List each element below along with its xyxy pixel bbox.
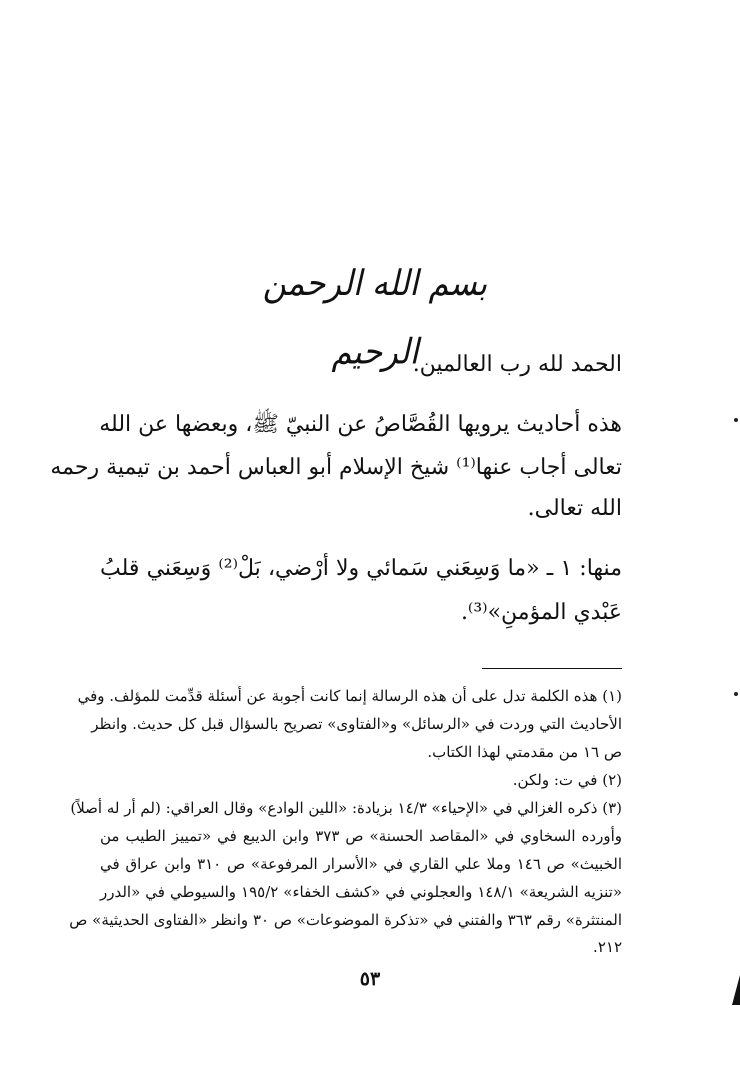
- footnote-line: الأحاديث التي وردت في «الرسائل» و«الفتاوى» تصريح بالسؤال قبل كل حديث. وانظر: [91, 715, 622, 733]
- footnote-line: ص ١٦ من مقدمتي لهذا الكتاب.: [427, 743, 622, 761]
- footnote-line: الخبيث» ص ١٤٦ وملا علي القاري في «الأسرار المرفوعة» ص ٣١٠ وابن عراق في: [100, 855, 622, 873]
- body-line: عَبْدي المؤمنِ»⁽³⁾.: [460, 600, 622, 625]
- body-line: تعالى أجاب عنها⁽¹⁾ شيخ الإسلام أبو العباس أحمد بن تيمية رحمه: [50, 455, 622, 480]
- scan-edge-mark: [732, 975, 740, 1005]
- footnote-line: (٢) في ت: ولكن.: [512, 771, 622, 789]
- footnote-line: «تنزيه الشريعة» ١٤٨/١ والعجلوني في «كشف الخفاء» ١٩٥/٢ والسيوطي في «الدرر: [100, 883, 622, 901]
- body-line: منها: ١ ـ «ما وَسِعَني سَمائي ولا أرْضي، بَلْ⁽²⁾ وَسِعَني قلبُ: [100, 556, 622, 581]
- page-number: ٥٣: [359, 968, 381, 990]
- footnote-line: المنتثرة» رقم ٣٦٣ والفتني في «تذكرة الموضوعات» ص ٣٠ وانظر «الفتاوى الحديثية» ص: [69, 911, 622, 929]
- body-line: الحمد لله رب العالمين.: [412, 352, 622, 377]
- basmala-calligraphy: بسم الله الرحمن الرحيم: [262, 262, 488, 373]
- scan-speck: [734, 418, 738, 422]
- body-line: هذه أحاديث يرويها القُصَّاصُ عن النبيّ ﷺ، وبعضها عن الله: [99, 412, 622, 437]
- scan-speck: [734, 692, 738, 696]
- footnote-line: (١) هذه الكلمة تدل على أن هذه الرسالة إنما كانت أجوبة عن أسئلة قدِّمت للمؤلف. وفي: [77, 687, 622, 705]
- body-line: الله تعالى.: [527, 496, 622, 521]
- footnote-line: (٣) ذكره الغزالي في «الإحياء» ١٤/٣ بزيادة: «اللين الوادع» وقال العراقي: (لم أر له أصلاً): [70, 799, 622, 817]
- footnote-separator: [482, 668, 622, 669]
- footnote-line: ٢١٢.: [593, 938, 622, 956]
- footnote-line: وأورده السخاوي في «المقاصد الحسنة» ص ٣٧٣ وابن الديبع في «تمييز الطيب من: [100, 827, 622, 845]
